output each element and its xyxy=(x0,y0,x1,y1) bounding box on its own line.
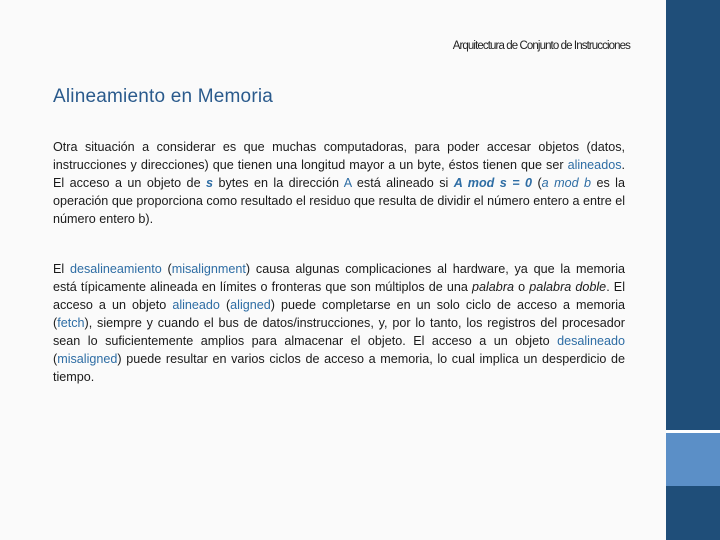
var-s: s xyxy=(206,176,214,190)
p1-text: es la operación que proporciona como resultado el residuo que resulta de dividir el número entero a entre el número entero b). xyxy=(53,176,625,226)
formula-a-mod-s: A mod s = 0 xyxy=(453,176,533,190)
term-misalignment: misalignment xyxy=(171,262,246,276)
var-a: A xyxy=(343,176,352,190)
p2-text: ) puede resultar en varios ciclos de acceso a memoria, lo cual implica un desperdicio de tiempo. xyxy=(53,352,625,384)
p2-text: ( xyxy=(161,262,172,276)
paragraph-misalignment xyxy=(53,260,625,386)
term-fetch: fetch xyxy=(57,316,85,330)
p1-text: ( xyxy=(532,176,542,190)
p2-text: . El acceso a un objeto xyxy=(53,280,625,312)
sidebar-band-dark xyxy=(666,0,720,430)
p2-text: ), siempre y cuando el bus de datos/instrucciones, y, por lo tanto, los registros del procesador sean lo suficientemente amplios para almacenar el objeto. El acceso a un objeto xyxy=(53,316,625,348)
p2-text: El xyxy=(53,262,70,276)
decorative-sidebar xyxy=(666,0,720,540)
paragraph-alignment-definition xyxy=(53,138,625,228)
p2-text: o xyxy=(514,280,530,294)
term-palabra-doble: palabra doble xyxy=(529,280,607,294)
term-desalineado: desalineado xyxy=(557,334,625,348)
p1-text: bytes en la dirección xyxy=(213,176,344,190)
p2-text: ) puede completarse en un solo ciclo de acceso a memoria ( xyxy=(53,298,625,330)
formula-a-mod-b: a mod b xyxy=(541,176,592,190)
slide-title: Alineamiento en Memoria xyxy=(53,86,274,107)
term-alineados: alineados xyxy=(567,158,622,172)
p1-text: . El acceso a un objeto de xyxy=(53,158,625,190)
term-alineado: alineado xyxy=(172,298,220,312)
p2-text: ( xyxy=(219,298,231,312)
sidebar-band-light xyxy=(666,433,720,486)
p1-text: Otra situación a considerar es que muchas computadoras, para poder accesar objetos (datos, instrucciones y direcciones) que tienen una longitud mayor a un byte, éstos tienen que ser xyxy=(53,140,625,172)
p1-text: está alineado si xyxy=(351,176,454,190)
slide-header: Arquitectura de Conjunto de Instrucciones xyxy=(452,40,630,52)
term-desalineamiento: desalineamiento xyxy=(70,262,162,276)
p2-text: ( xyxy=(53,352,58,366)
p2-text: ) causa algunas complicaciones al hardware, ya que la memoria está típicamente alineada en límites o fronteras que son múltiplos de una xyxy=(53,262,625,294)
term-palabra: palabra xyxy=(472,280,515,294)
term-misaligned: misaligned xyxy=(57,352,118,366)
term-aligned: aligned xyxy=(230,298,271,312)
sidebar-band-dark-bottom xyxy=(666,486,720,540)
